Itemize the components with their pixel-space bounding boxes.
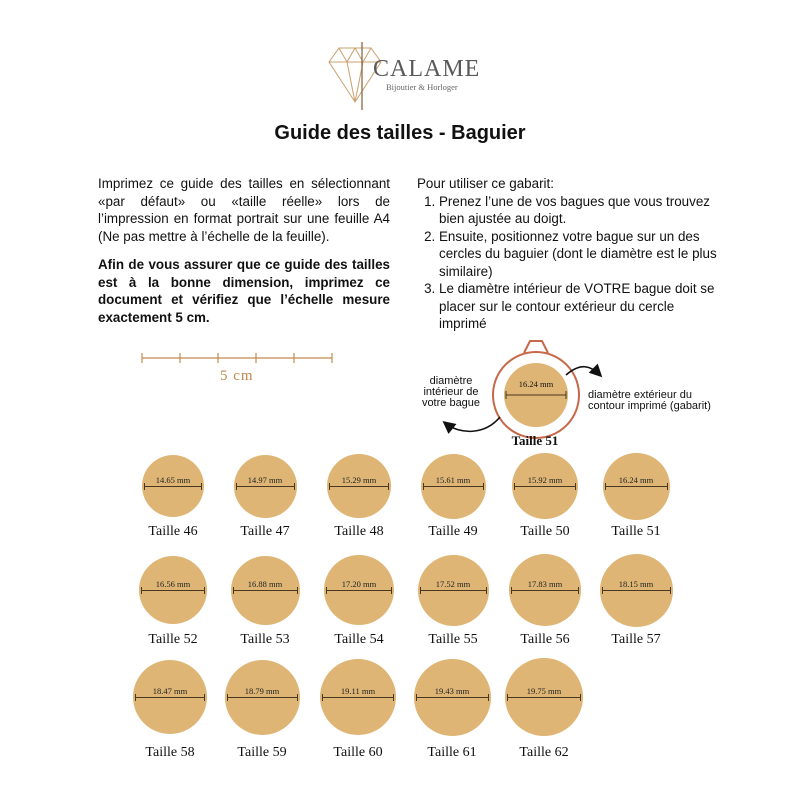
ring-size-label: Taille 53 xyxy=(240,632,290,647)
ring-circle xyxy=(509,554,581,626)
diameter-line xyxy=(420,590,487,591)
usage-step-1: 1. Prenez l’une de vos bagues que vous trouvez bien ajustée au doigt. xyxy=(439,193,717,228)
scale-ruler xyxy=(138,350,338,366)
ring-size-label: Taille 60 xyxy=(333,745,383,760)
ring-circle xyxy=(142,455,204,517)
ring-size-label: Taille 62 xyxy=(519,745,569,760)
ring-circle xyxy=(324,555,394,625)
diameter-line xyxy=(329,486,389,487)
ring-size-label: Taille 54 xyxy=(334,632,384,647)
diameter-line xyxy=(233,590,298,591)
ring-size-label: Taille 57 xyxy=(611,632,661,647)
ring-circle xyxy=(231,556,300,625)
diameter-line xyxy=(227,697,298,698)
ring-measurement: 19.43 mm xyxy=(434,686,470,696)
ring-size-label: Taille 50 xyxy=(520,524,570,539)
scale-check-instructions: Afin de vous assurer que ce guide des tailles est à la bonne dimension, imprimez ce document et vérifiez que l’échelle mesure exactement 5 cm. xyxy=(98,257,390,325)
diameter-line xyxy=(514,486,576,487)
instructions-right xyxy=(417,175,717,333)
ring-measurement: 18.15 mm xyxy=(618,579,654,589)
annotation-outer-diameter: diamètre extérieur du contour imprimé (gabarit) xyxy=(588,389,711,412)
ring-measurement: 17.52 mm xyxy=(435,579,471,589)
ring-measurement: 16.24 mm xyxy=(618,475,654,485)
ring-circle xyxy=(225,660,300,735)
usage-steps xyxy=(417,193,717,333)
ring-measurement: 17.20 mm xyxy=(341,579,377,589)
ring-measurement: 15.92 mm xyxy=(527,475,563,485)
ring-measurement: 18.79 mm xyxy=(244,686,280,696)
annotation-inner-diameter: diamètre intérieur de votre bague xyxy=(421,375,481,409)
diameter-line xyxy=(423,486,484,487)
ring-circle xyxy=(139,556,207,624)
diameter-line xyxy=(511,590,579,591)
example-measurement: 16.24 mm xyxy=(518,379,554,389)
ring-circle xyxy=(421,454,486,519)
diameter-line xyxy=(605,486,668,487)
ring-measurement: 18.47 mm xyxy=(152,686,188,696)
diameter-line xyxy=(141,590,205,591)
print-instructions: Imprimez ce guide des tailles en sélectionnant «par défaut» ou «taille réelle» lors de l’impression en format portrait sur une feuille A4 (Ne pas mettre à l’échelle de la feuille). xyxy=(98,176,390,244)
ring-size-label: Taille 51 xyxy=(611,524,661,539)
diameter-line xyxy=(326,590,392,591)
ring-circle xyxy=(320,659,396,735)
brand-tagline: Bijoutier & Horloger xyxy=(386,82,458,92)
ring-size-label: Taille 47 xyxy=(240,524,290,539)
ring-size-label: Taille 58 xyxy=(145,745,195,760)
ring-measurement: 16.56 mm xyxy=(155,579,191,589)
ring-circle xyxy=(505,658,583,736)
ring-measurement: 14.97 mm xyxy=(247,475,283,485)
ring-circle xyxy=(133,660,207,734)
ring-size-label: Taille 56 xyxy=(520,632,570,647)
ring-measurement: 19.11 mm xyxy=(340,686,376,696)
usage-intro: Pour utiliser ce gabarit: xyxy=(417,176,554,191)
ring-circle xyxy=(234,455,297,518)
usage-step-3: 3. Le diamètre intérieur de VOTRE bague doit se placer sur le contour extérieur du cercle imprimé xyxy=(439,280,717,333)
ring-size-label: Taille 46 xyxy=(148,524,198,539)
ring-size-label: Taille 61 xyxy=(427,745,477,760)
diameter-line xyxy=(236,486,295,487)
diameter-line xyxy=(144,486,202,487)
ring-circle xyxy=(414,659,491,736)
ring-measurement: 15.29 mm xyxy=(341,475,377,485)
ring-size-label: Taille 52 xyxy=(148,632,198,647)
ring-circle xyxy=(418,555,489,626)
usage-step-2: 2. Ensuite, positionnez votre bague sur un des cercles du baguier (dont le diamètre est le plus similaire) xyxy=(439,228,717,281)
ring-size-label: Taille 55 xyxy=(428,632,478,647)
diameter-line xyxy=(416,697,489,698)
ring-circle xyxy=(600,554,673,627)
diameter-line xyxy=(507,697,581,698)
ring-measurement: 17.83 mm xyxy=(527,579,563,589)
scale-label: 5 cm xyxy=(220,368,254,384)
ring-measurement: 15.61 mm xyxy=(435,475,471,485)
ring-measurement: 19.75 mm xyxy=(526,686,562,696)
ring-size-label: Taille 59 xyxy=(237,745,287,760)
brand-name: CALAME xyxy=(373,56,481,82)
ring-circle xyxy=(603,453,670,520)
ring-size-label: Taille 49 xyxy=(428,524,478,539)
example-size-label: Taille 51 xyxy=(511,433,559,448)
ring-measurement: 14.65 mm xyxy=(155,475,191,485)
diameter-line xyxy=(602,590,671,591)
page-title: Guide des tailles - Baguier xyxy=(274,122,526,144)
ring-circle xyxy=(327,454,391,518)
diameter-line xyxy=(322,697,394,698)
diameter-line xyxy=(135,697,205,698)
ring-size-label: Taille 48 xyxy=(334,524,384,539)
ring-circle xyxy=(512,453,578,519)
instructions-left xyxy=(98,175,390,337)
ring-measurement: 16.88 mm xyxy=(247,579,283,589)
